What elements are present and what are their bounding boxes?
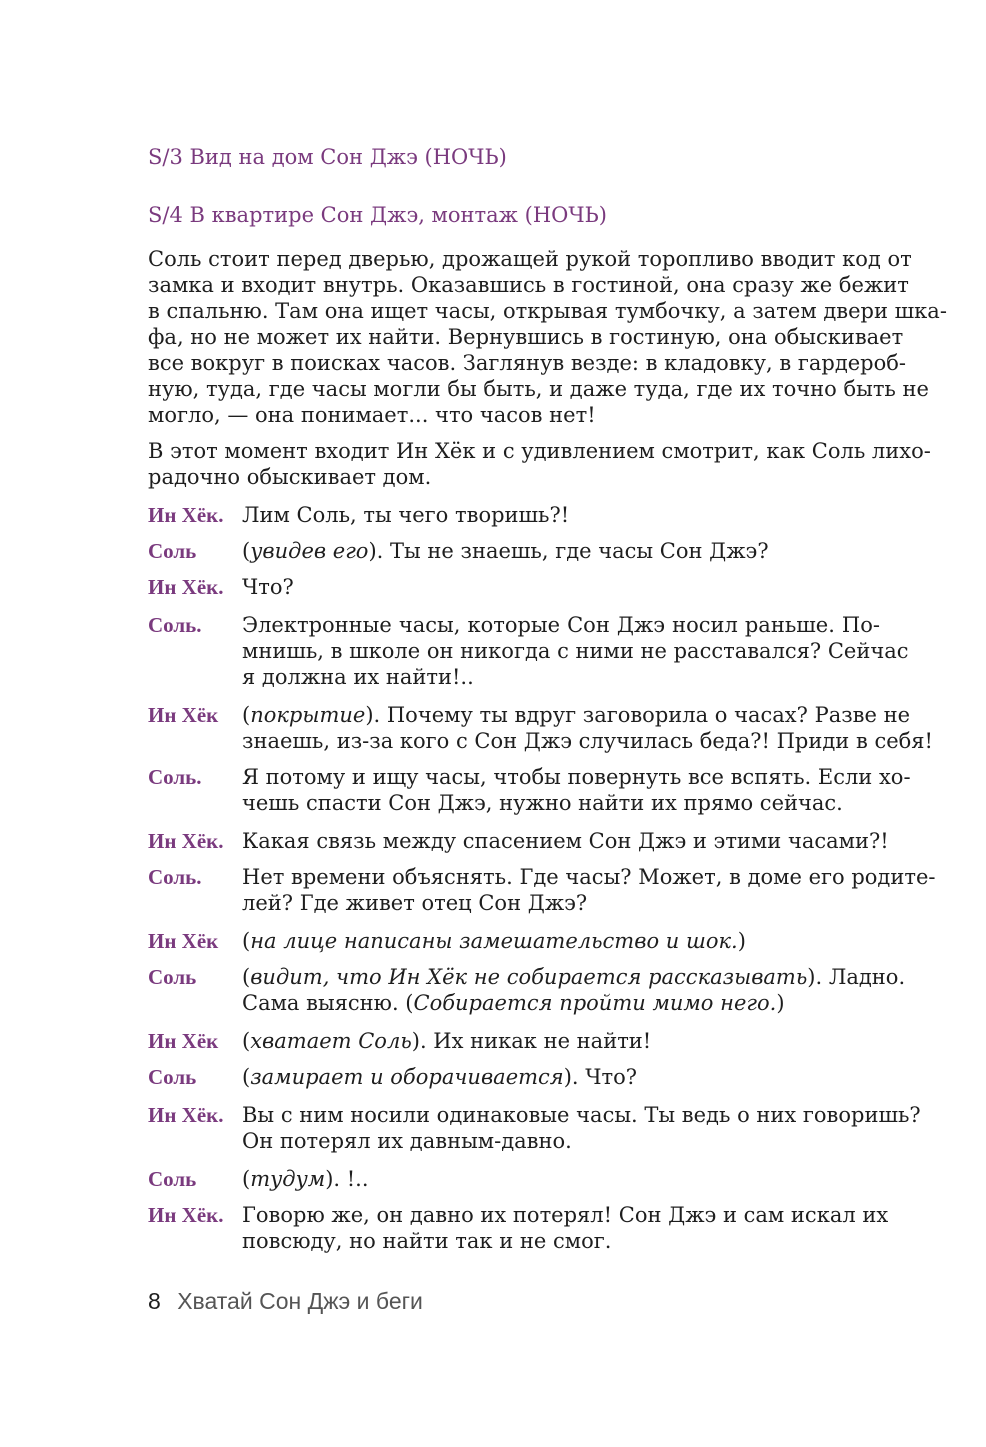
speech-line [242,574,880,600]
speech-line [242,538,880,564]
speaker-name: Ин Хёк. [148,503,224,527]
speech-segment: ( [242,1167,251,1191]
speech-segment: чешь спасти Сон Джэ, нужно найти их прямо сейчас. [242,791,843,815]
stage-remark: Собирается пройти мимо него. [413,991,777,1015]
stage-remark: хватает Соль [250,1029,412,1053]
speech-text [242,1064,880,1090]
speech-text [242,1202,889,1254]
speech-line [242,864,936,890]
paragraph-line: все вокруг в поисках часов. Заглянув везде: в кладовку, в гардероб- [148,351,907,375]
speech-line [242,1202,889,1228]
stage-remark: тудум [250,1167,326,1191]
speech-text [242,1166,880,1192]
speech-segment: ). Ты не знаешь, где часы Сон Джэ? [368,539,769,563]
speaker-name: Ин Хёк. [148,1203,224,1227]
speech-line [242,638,909,664]
speech-line [242,890,880,916]
paragraph-line: Соль стоит перед дверью, дрожащей рукой торопливо вводит код от [148,247,912,271]
paragraph-line: могло, — она понимает... что часов нет! [148,403,596,427]
speech-line [242,612,880,638]
speech-segment: Что? [242,575,294,599]
paragraph-line: в спальню. Там она ищет часы, открывая тумбочку, а затем двери шка- [148,299,947,323]
speech-line [242,1028,880,1054]
speech-line [242,728,933,754]
speech-text [242,702,933,754]
stage-direction-paragraph [148,438,931,490]
stage-remark: видит, что Ин Хёк не собирается рассказывать [250,965,808,989]
running-title: Хватай Сон Джэ и беги [177,1288,423,1314]
speech-segment: Электронные часы, которые Сон Джэ носил раньше. По- [242,613,880,637]
speaker-name: Соль [148,539,197,563]
speech-line [242,702,911,728]
speech-line [242,764,911,790]
speech-segment: ). Почему ты вдруг заговорила о часах? Разве не [365,703,911,727]
speech-text [242,828,889,854]
speech-text [242,964,906,1016]
speech-segment: ). Что? [563,1065,637,1089]
scene-heading-s3: S/3 Вид на дом Сон Джэ (НОЧЬ) [148,145,507,169]
speech-line [242,1228,880,1254]
speaker-name: Соль [148,965,197,989]
paragraph-line: фа, но не может их найти. Вернувшись в гостиную, она обыскивает [148,325,904,349]
speaker-name: Соль. [148,613,202,637]
stage-remark: на лице написаны замешательство и шок. [250,929,738,953]
speech-line [242,502,880,528]
paragraph-line: ную, туда, где часы могли бы быть, и даже туда, где их точно быть не [148,377,929,401]
speech-text [242,1102,921,1154]
speech-segment: знаешь, из-за кого с Сон Джэ случилась беда?! Приди в себя! [242,729,933,753]
scene-heading-s4: S/4 В квартире Сон Джэ, монтаж (НОЧЬ) [148,203,607,227]
speaker-name: Ин Хёк. [148,1103,224,1127]
speech-line [242,664,880,690]
speech-segment: Я потому и ищу часы, чтобы повернуть все вспять. Если хо- [242,765,911,789]
speech-segment: ). Их никак не найти! [411,1029,652,1053]
speech-line [242,964,906,990]
speaker-name: Ин Хёк. [148,575,224,599]
speaker-name: Ин Хёк [148,1029,219,1053]
speech-segment: ). Ладно. [807,965,906,989]
speech-line [242,790,880,816]
speech-segment: мнишь, в школе он никогда с ними не расставался? Сейчас [242,639,909,663]
speech-line [242,1064,880,1090]
speech-segment: ( [242,703,251,727]
speaker-name: Соль. [148,765,202,789]
speech-segment: Лим Соль, ты чего творишь?! [242,503,570,527]
speech-segment: ). !.. [325,1167,369,1191]
page-number: 8 [148,1288,161,1314]
speech-text [242,864,936,916]
speech-segment: лей? Где живет отец Сон Джэ? [242,891,588,915]
paragraph-line: радочно обыскивает дом. [148,465,432,489]
speech-line [242,828,889,854]
speech-text [242,538,880,564]
speech-segment: ( [242,965,251,989]
speech-line [242,990,880,1016]
speech-segment: Какая связь между спасением Сон Джэ и этими часами?! [242,829,889,853]
speech-segment: Вы с ним носили одинаковые часы. Ты ведь о них говоришь? [242,1103,921,1127]
stage-remark: покрытие [250,703,366,727]
stage-remark: замирает и оборачивается [250,1065,564,1089]
stage-remark: увидев его [250,539,369,563]
speech-segment: Он потерял их давным-давно. [242,1129,572,1153]
speech-segment: Сама выясню. ( [242,991,414,1015]
speaker-name: Ин Хёк. [148,829,224,853]
speech-text [242,928,880,954]
speech-text [242,502,880,528]
speech-segment: повсюду, но найти так и не смог. [242,1229,612,1253]
speech-segment: ( [242,1065,251,1089]
speech-segment: ) [737,929,746,953]
speech-segment: Нет времени объяснять. Где часы? Может, в доме его родите- [242,865,936,889]
speech-text [242,574,880,600]
speech-line [242,1128,880,1154]
speech-segment: ( [242,1029,251,1053]
speech-text [242,1028,880,1054]
speech-line [242,1166,880,1192]
speaker-name: Соль [148,1167,197,1191]
stage-direction-paragraph [148,246,947,428]
speaker-name: Ин Хёк [148,929,219,953]
speech-segment: Говорю же, он давно их потерял! Сон Джэ и сам искал их [242,1203,889,1227]
speech-segment: я должна их найти!.. [242,665,474,689]
speaker-name: Ин Хёк [148,703,219,727]
paragraph-line: замка и входит внутрь. Оказавшись в гостиной, она сразу же бежит [148,273,909,297]
speaker-name: Соль. [148,865,202,889]
speaker-name: Соль [148,1065,197,1089]
speech-text [242,612,909,690]
page-footer [148,1286,423,1316]
paragraph-line: В этот момент входит Ин Хёк и с удивлением смотрит, как Соль лихо- [148,439,931,463]
speech-line [242,928,880,954]
speech-segment: ) [776,991,785,1015]
speech-segment: ( [242,929,251,953]
speech-segment: ( [242,539,251,563]
speech-text [242,764,911,816]
speech-line [242,1102,921,1128]
